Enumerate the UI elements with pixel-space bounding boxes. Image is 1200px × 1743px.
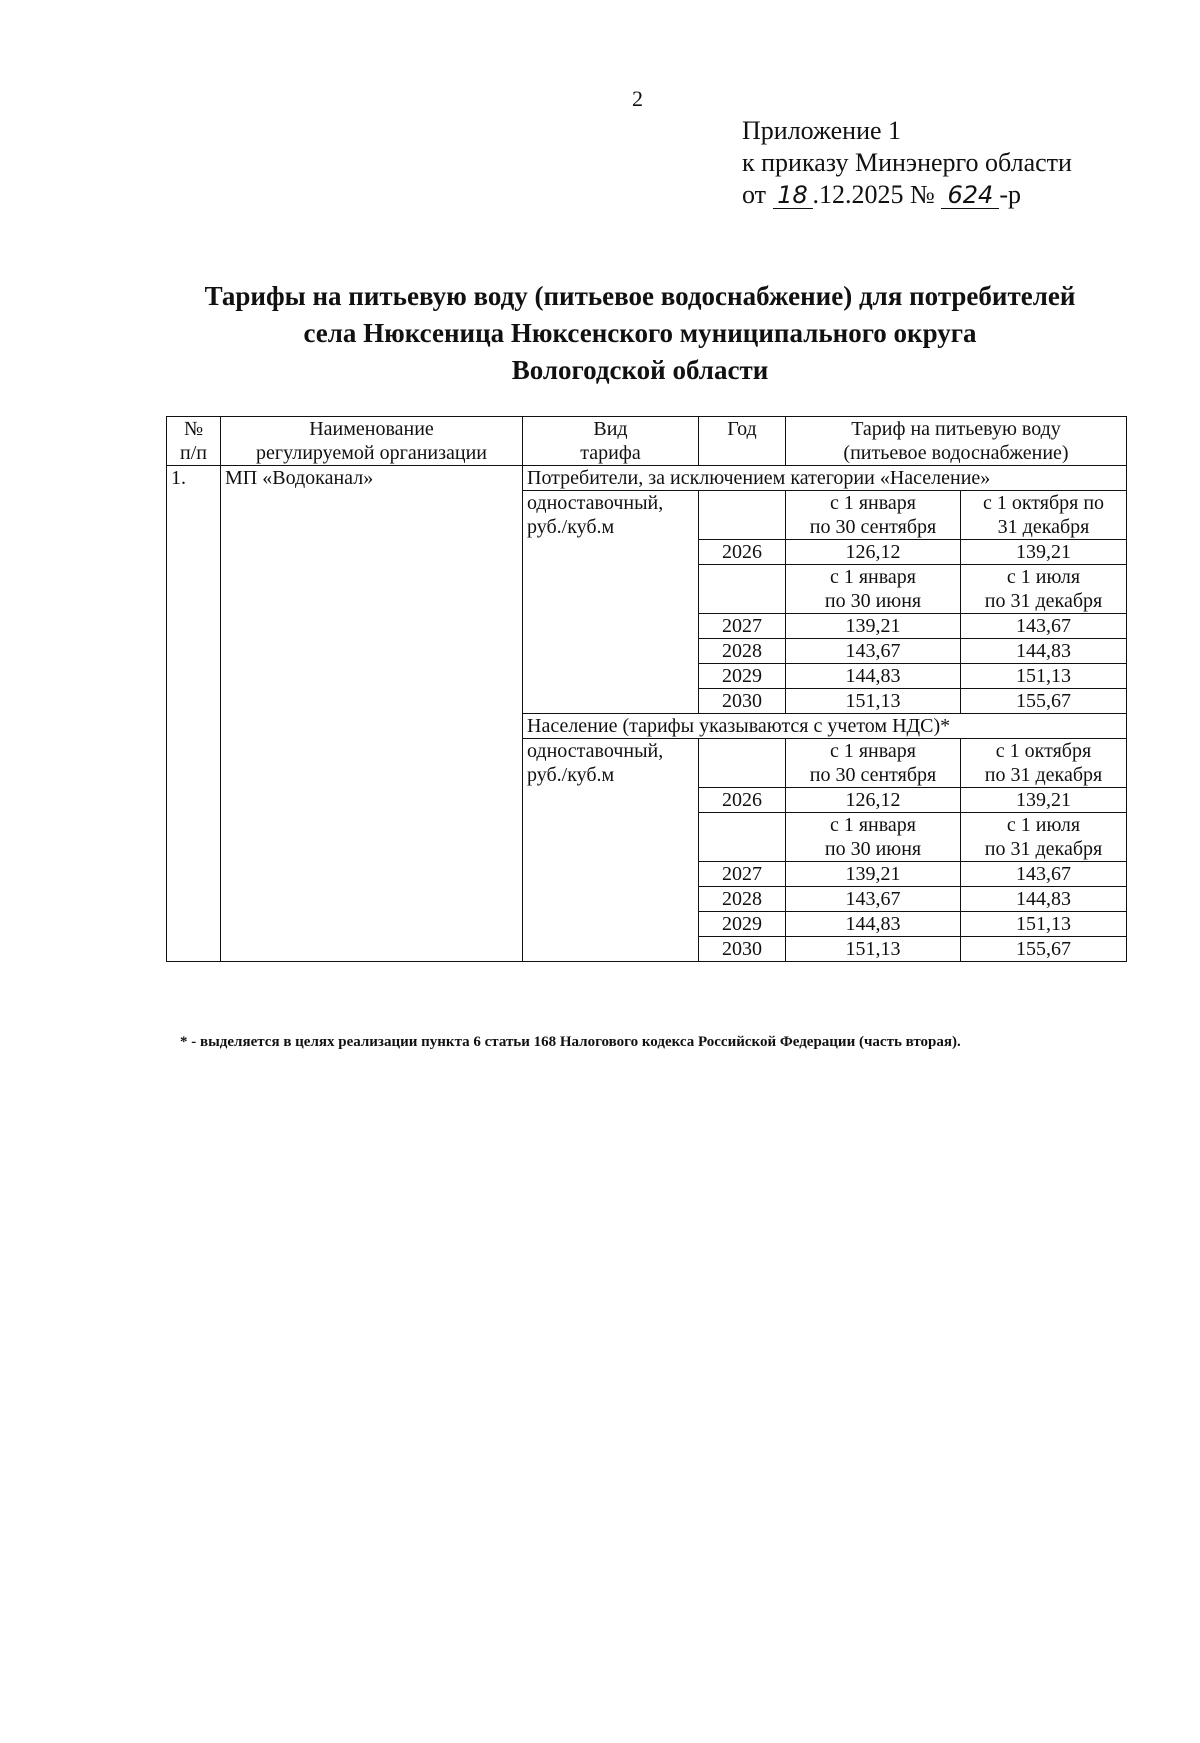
- tariff-value: 143,67: [786, 639, 961, 664]
- tariff-value: 143,67: [961, 862, 1127, 887]
- period-first-half: [786, 739, 961, 788]
- title-line-1: Тарифы на питьевую воду (питьевое водоснабжение) для потребителей: [204, 281, 1076, 311]
- tariff-value: 155,67: [961, 937, 1127, 962]
- period-first-half-line-1: с 1 января: [829, 740, 917, 762]
- tariff-value: 126,12: [786, 540, 961, 565]
- tariff-value: 151,13: [786, 689, 961, 714]
- tariff-value: 151,13: [961, 664, 1127, 689]
- period-first-half-line-2: по 30 сентября: [809, 516, 937, 538]
- header-organization-line-2: регулируемой организации: [256, 442, 487, 464]
- category-row: [167, 466, 1127, 491]
- organization-name: МП «Водоканал»: [221, 466, 523, 962]
- period-first-half: [786, 491, 961, 540]
- handwritten-day: 18: [773, 182, 813, 209]
- period-first-half-line-1: с 1 января: [829, 492, 917, 514]
- appendix-order: к приказу Минэнерго области: [742, 148, 1072, 177]
- tariff-table: [166, 416, 1127, 962]
- tariff-value: 151,13: [786, 937, 961, 962]
- page-number: 2: [632, 86, 643, 111]
- period-second-half: [961, 739, 1127, 788]
- period-first-half-line-1: с 1 января: [829, 814, 917, 836]
- tariff-kind: [523, 739, 699, 962]
- period-second-half-line-2: 31 декабря: [997, 516, 1090, 538]
- header-organization-line-1: Наименование: [309, 418, 434, 440]
- order-suffix: -р: [999, 180, 1022, 209]
- tariff-value: 143,67: [961, 614, 1127, 639]
- header-tariff-kind: [523, 417, 699, 466]
- tariff-value: 151,13: [961, 912, 1127, 937]
- footnote: * - выделяется в целях реализации пункта 6 статьи 168 Налогового кодекса Российской Федерации (часть вторая).: [180, 1034, 961, 1050]
- header-tariff-kind-line-2: тарифа: [580, 442, 641, 464]
- period-second-half: [961, 565, 1127, 614]
- appendix-date-line: [742, 179, 1072, 211]
- tariff-value: 144,83: [961, 639, 1127, 664]
- category-label: Население (тарифы указываются с учетом НДС)*: [523, 714, 1127, 739]
- period-first-half-line-2: по 30 июня: [824, 590, 922, 612]
- year-cell: 2029: [699, 912, 786, 937]
- header-num-line-1: №: [183, 418, 204, 440]
- year-empty: [699, 813, 786, 862]
- period-second-half-line-2: по 31 декабря: [984, 590, 1103, 612]
- year-cell: 2029: [699, 664, 786, 689]
- year-empty: [699, 565, 786, 614]
- period-second-half-line-1: с 1 июля: [1006, 814, 1081, 836]
- header-tariff-kind-line-1: Вид: [593, 418, 628, 440]
- header-year: Год: [699, 417, 786, 466]
- period-second-half-line-1: с 1 июля: [1006, 566, 1081, 588]
- year-cell: 2027: [699, 862, 786, 887]
- tariff-value: 144,83: [786, 912, 961, 937]
- tariff-kind-line-1: одноставочный,: [527, 740, 664, 762]
- header-tariff-line-1: Тариф на питьевую воду: [851, 418, 1061, 440]
- tariff-kind-line-1: одноставочный,: [527, 492, 664, 514]
- tariff-value: 139,21: [786, 862, 961, 887]
- handwritten-number: 624: [941, 182, 999, 209]
- tariff-value: 139,21: [786, 614, 961, 639]
- period-second-half-line-1: с 1 октября: [995, 740, 1092, 762]
- table-header-row: [167, 417, 1127, 466]
- year-cell: 2028: [699, 887, 786, 912]
- tariff-value: 139,21: [961, 540, 1127, 565]
- header-num: [167, 417, 221, 466]
- header-num-line-2: п/п: [180, 442, 207, 464]
- date-prefix: от: [742, 180, 767, 209]
- period-second-half-line-1: с 1 октября по: [982, 492, 1105, 514]
- tariff-value: 155,67: [961, 689, 1127, 714]
- tariff-value: 144,83: [786, 664, 961, 689]
- year-cell: 2028: [699, 639, 786, 664]
- period-first-half: [786, 813, 961, 862]
- tariff-kind-line-2: руб./куб.м: [527, 516, 615, 538]
- period-second-half: [961, 813, 1127, 862]
- tariff-value: 126,12: [786, 788, 961, 813]
- year-cell: 2026: [699, 540, 786, 565]
- header-organization: [221, 417, 523, 466]
- year-cell: 2030: [699, 937, 786, 962]
- year-empty: [699, 739, 786, 788]
- category-label: Потребители, за исключением категории «Население»: [523, 466, 1127, 491]
- period-second-half: [961, 491, 1127, 540]
- year-cell: 2030: [699, 689, 786, 714]
- period-first-half-line-2: по 30 июня: [824, 838, 922, 860]
- period-first-half-line-1: с 1 января: [829, 566, 917, 588]
- period-second-half-line-2: по 31 декабря: [984, 838, 1103, 860]
- header-tariff: [786, 417, 1127, 466]
- document-title: [160, 278, 1120, 389]
- period-second-half-line-2: по 31 декабря: [984, 764, 1103, 786]
- tariff-kind: [523, 491, 699, 714]
- period-first-half-line-2: по 30 сентября: [809, 764, 937, 786]
- year-cell: 2026: [699, 788, 786, 813]
- tariff-value: 139,21: [961, 788, 1127, 813]
- header-tariff-line-2: (питьевое водоснабжение): [843, 442, 1069, 464]
- date-rest: .12.2025 №: [812, 180, 935, 209]
- tariff-value: 143,67: [786, 887, 961, 912]
- year-empty: [699, 491, 786, 540]
- tariff-value: 144,83: [961, 887, 1127, 912]
- title-line-3: Вологодской области: [511, 355, 769, 385]
- appendix-title: Приложение 1: [742, 116, 902, 145]
- period-first-half: [786, 565, 961, 614]
- row-number: 1.: [167, 466, 221, 962]
- year-cell: 2027: [699, 614, 786, 639]
- title-line-2: села Нюксеница Нюксенского муниципального округа: [303, 318, 977, 348]
- tariff-kind-line-2: руб./куб.м: [527, 764, 615, 786]
- appendix-header: [742, 115, 1072, 211]
